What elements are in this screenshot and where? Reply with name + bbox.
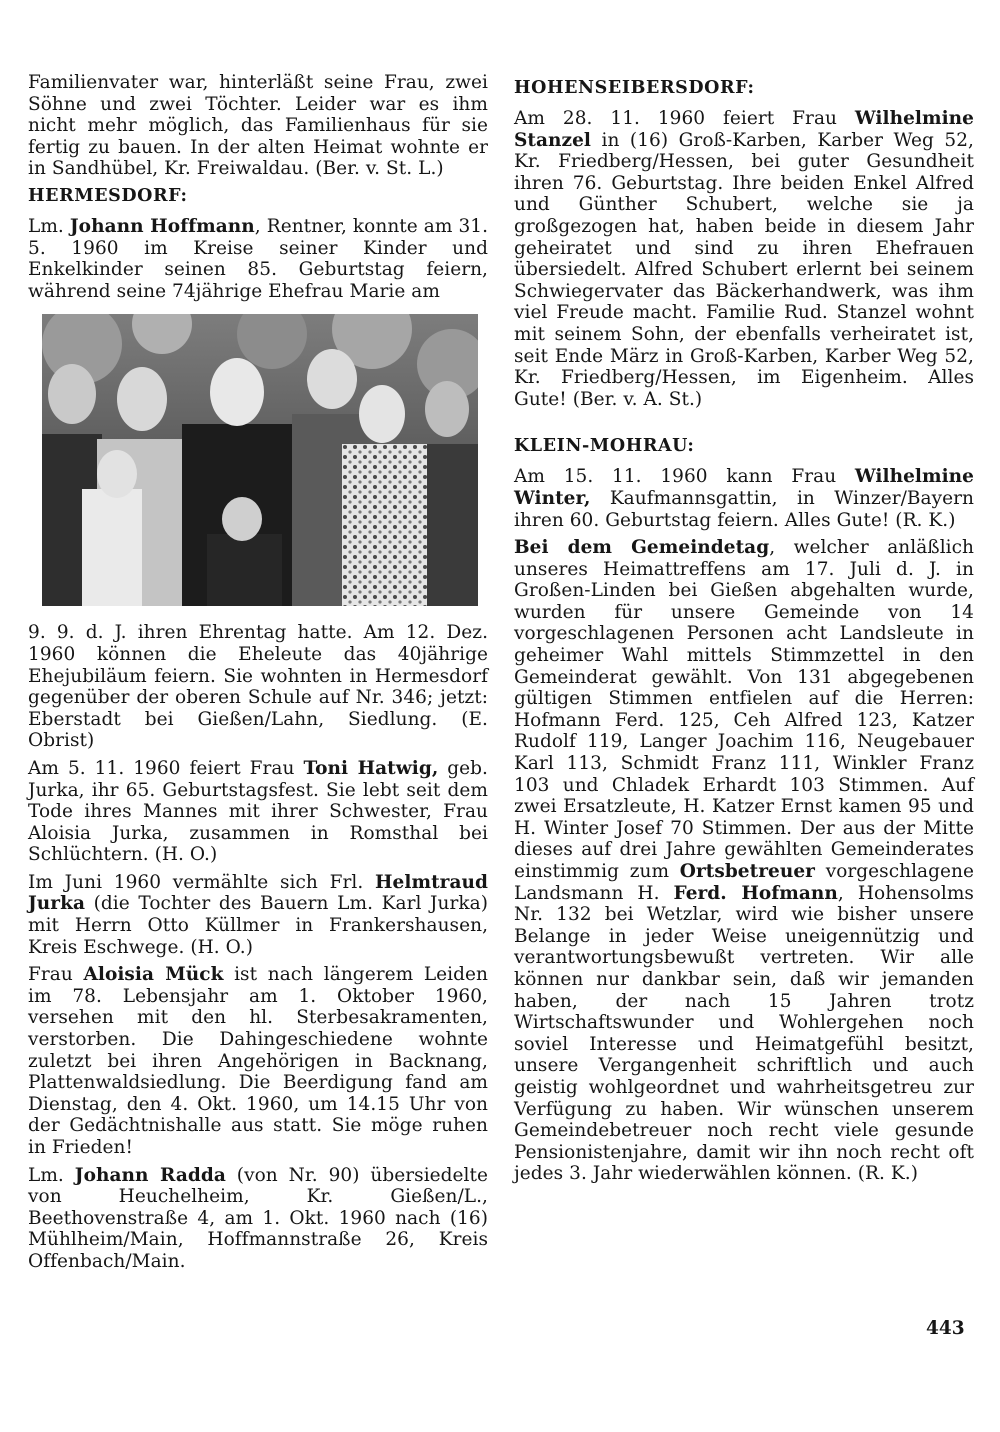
person-name: Johann Hoffmann — [69, 215, 255, 237]
text-run: vorgeschlagene Landsmann H. — [514, 861, 974, 904]
family-photo-drawing — [42, 314, 478, 606]
paragraph-intro: Familienvater war, hinterläßt seine Frau, zwei Söhne und zwei Töchter. Leider war es ihm nicht mehr möglich, das Familienhaus für sie fertig zu bauen. In der alten Heimat wohnte er in Sandhübel, Kr. Freiwaldau. (Ber. v. St. L.) — [28, 72, 488, 180]
paragraph-gemeindetag — [514, 537, 974, 1185]
bold-phrase: Bei dem Gemeindetag — [514, 537, 770, 559]
text-run: Kaufmannsgattin, in Winzer/Bayern ihren 60. Geburtstag feiern. Alles Gute! (R. K.) — [514, 487, 974, 531]
text-run: geb. Jurka, ihr 65. Geburtstagsfest. Sie lebt seit dem Tode ihres Mannes mit ihrer Schwester, Frau Aloisia Jurka, zusammen in Romsthal bei Schlüchtern. (H. O.) — [28, 757, 488, 866]
text-run: (von Nr. 90) übersiedelte von Heuchelheim, Kr. Gießen/L., Beethovenstraße 4, am 1. Okt. 1960 nach (16) Mühlheim/Main, Hoffmannstraße 26, Kreis Offenbach/Main. — [28, 1164, 488, 1272]
text-run: in (16) Groß-Karben, Karber Weg 52, Kr. Friedberg/Hessen, bei guter Gesundheit ihren 76. Geburtstag. Ihre beiden Enkel Alfred und Günther Schubert, welche sie ja großgezogen hat, haben beide in diesem Jahr geheiratet und sind zu ihren Ehefrauen übersiedelt. Alfred Schubert erlernt bei seinem Schwiegervater das Bäckerhandwerk, was ihm viel Freude macht. Familie Rud. Stanzel wohnt mit seinem Sohn, der ebenfalls verheiratet ist, seit Ende März in Groß-Karben, Karber Weg 52, Kr. Friedberg/Hessen, im Eigenheim. Alles Gute! (Ber. v. A. St.) — [514, 129, 974, 410]
person-name: Johann Radda — [74, 1164, 226, 1186]
text-run: Lm. — [28, 215, 70, 237]
text-run: (die Tochter des Bauern Lm. Karl Jurka) mit Herrn Otto Küllmer in Frankershausen, Kreis Eschwege. (H. O.) — [28, 893, 488, 958]
family-photo — [42, 314, 478, 606]
heading-klein-mohrau: KLEIN-MOHRAU: — [514, 436, 695, 457]
text-run: Im Juni 1960 vermählte sich Frl. — [28, 871, 376, 893]
person-name: Aloisia Mück — [83, 964, 224, 986]
paragraph-hoffmann-cont: 9. 9. d. J. ihren Ehrentag hatte. Am 12. Dez. 1960 können die Eheleute das 40jährige Ehejubiläum feiern. Sie wohnten in Hermesdorf gegenüber der oberen Schule auf Nr. 346; jetzt: Eberstadt bei Gießen/Lahn, Siedlung. (E. Obrist) — [28, 622, 488, 752]
text-run: Am 15. 11. 1960 kann Frau — [514, 466, 855, 488]
paragraph-hatwig — [28, 758, 488, 866]
person-name: Toni Hatwig, — [303, 757, 439, 779]
paragraph-mueck — [28, 964, 488, 1158]
person-name: Ferd. Hofmann — [673, 882, 838, 904]
left-column — [28, 72, 488, 1279]
paragraph-stanzel — [514, 108, 974, 410]
heading-hermesdorf: HERMESDORF: — [28, 185, 188, 206]
page-number: 443 — [926, 1318, 965, 1339]
right-column — [514, 72, 974, 1191]
person-name: Wilhelmine Stanzel — [514, 108, 974, 151]
text-run: Am 5. 11. 1960 feiert Frau — [28, 757, 304, 779]
text-run: Frau — [28, 964, 84, 986]
text-run: ist nach längerem Leiden im 78. Lebensjahr am 1. Oktober 1960, versehen mit den hl. Sterbesakramenten, verstorben. Die Dahingeschiedene wohnte zuletzt bei ihren Angehörigen in Backnang, Plattenwaldsiedlung. Die Beerdigung fand am Dienstag, den 4. Okt. 1960, um 14.15 Uhr von der Gedächtnishalle aus statt. Sie möge ruhen in Frieden! — [28, 964, 488, 1158]
paragraph-radda — [28, 1165, 488, 1273]
text-run: , Hohensolms Nr. 132 bei Wetzlar, wird wie bisher unsere Belange in jeder Weise uneigennützig und verantwortungsbewußt vertreten. Wir alle können nur dankbar sein, daß wir jemanden haben, der nach 15 Jahren trotz Wirtschaftswunder und Wohlergehen noch soviel Interesse und Heimatgefühl besitzt, unsere Vergangenheit schriftlich und auch geistig wohlgeordnet und wahrheitsgetreu zur Verfügung zu haben. Wir wünschen unserem Gemeindebetreuer noch recht viele gesunde Pensionistenjahre, damit wir ihn noch recht oft jedes 3. Jahr wiederwählen können. (R. K.) — [514, 882, 974, 1185]
paragraph-winter — [514, 466, 974, 531]
text-run: , welcher anläßlich unseres Heimattreffens am 17. Juli d. J. in Großen-Linden bei Gießen abgehalten wurde, wurden für unsere Gemeinde von 14 vorgeschlagenen Personen acht Landsleute in geheimer Wahl mittels Stimmzettel in den Gemeinderat gewählt. Von 131 abgegebenen gültigen Stimmen entfielen auf die Herren: Hofmann Ferd. 125, Ceh Alfred 123, Katzer Rudolf 119, Langer Joachim 116, Neugebauer Karl 113, Schmidt Franz 111, Winkler Franz 103 und Chladek Erhardt 103 Stimmen. Auf zwei Ersatzleute, H. Katzer Ernst kamen 95 und H. Winter Josef 70 Stimmen. Der aus der Mitte dieses auf drei Jahre gewählten Gemeinderates einstimmig zum — [514, 537, 974, 882]
person-name: Helmtraud Jurka — [28, 871, 488, 915]
text-run: Am 28. 11. 1960 feiert Frau — [514, 108, 855, 129]
bold-phrase: Ortsbetreuer — [679, 861, 815, 882]
text-run: Lm. — [28, 1164, 75, 1186]
paragraph-hoffmann — [28, 216, 488, 302]
person-name: Wilhelmine Winter, — [514, 466, 974, 509]
heading-hohenseibersdorf: HOHENSEIBERSDORF: — [514, 78, 755, 98]
paragraph-jurka — [28, 872, 488, 958]
text-run: , Rentner, konnte am 31. 5. 1960 im Kreise seiner Kinder und Enkelkinder seinen 85. Geburtstag feiern, während seine 74jährige Ehefrau Marie am — [28, 215, 489, 302]
